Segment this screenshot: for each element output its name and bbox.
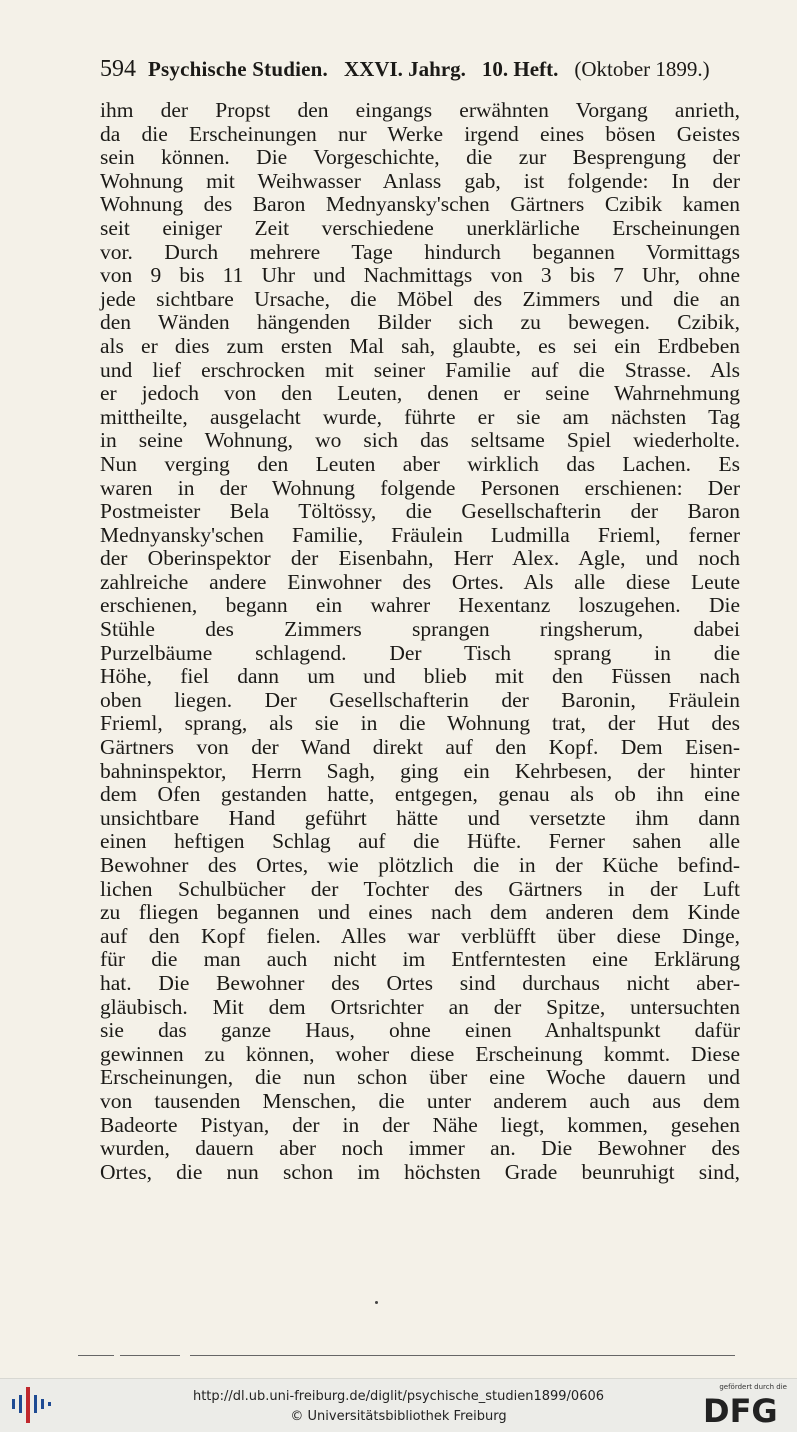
text-line: von tausenden Menschen, die unter anderem auch aus dem (100, 1088, 740, 1113)
text-line: jede sichtbare Ursache, die Möbel des Zimmers und die an (100, 286, 740, 311)
page-bottom-rule (120, 1355, 180, 1356)
journal-issue: 10. Heft. (481, 57, 559, 81)
text-line: ihm der Propst den eingangs erwähnten Vorgang anrieth, (100, 98, 740, 122)
text-line: Wohnung mit Weihwasser Anlass gab, ist folgende: In der (100, 168, 740, 193)
text-line: hat. Die Bewohner des Ortes sind durchaus nicht aber- (100, 970, 740, 995)
viewer-footer (0, 1378, 797, 1432)
text-line: zu fliegen begannen und eines nach dem anderen dem Kinde (100, 900, 740, 925)
text-line: lichen Schulbücher der Tochter des Gärtners in der Luft (100, 876, 740, 901)
text-line: auf den Kopf fielen. Alles war verblüfft über diese Dinge, (100, 923, 740, 948)
text-line: Gärtners von der Wand direkt auf den Kopf. Dem Eisen- (100, 735, 740, 760)
text-line: zahlreiche andere Einwohner des Ortes. Als alle diese Leute (100, 569, 740, 594)
text-line: Badeorte Pistyan, der in der Nähe liegt, kommen, gesehen (100, 1112, 740, 1137)
text-line: wurden, dauern aber noch immer an. Die Bewohner des (100, 1136, 740, 1161)
text-line: Wohnung des Baron Mednyansky'schen Gärtners Czibik kamen (100, 192, 740, 217)
text-line: oben liegen. Der Gesellschafterin der Baronin, Fräulein (100, 687, 740, 712)
source-url-link[interactable]: http://dl.ub.uni-freiburg.de/diglit/psychische_studien1899/0606 (192, 1389, 605, 1404)
text-line: Stühle des Zimmers sprangen ringsherum, dabei (100, 617, 740, 642)
journal-title: Psychische Studien. (148, 57, 328, 81)
text-line: gläubisch. Mit dem Ortsrichter an der Spitze, untersuchten (100, 994, 740, 1019)
text-line: seit einiger Zeit verschiedene unerklärliche Erscheinungen (100, 215, 740, 240)
text-line: einen heftigen Schlag auf die Hüfte. Ferner sahen alle (100, 829, 740, 854)
text-line: unsichtbare Hand geführt hätte und versetzte ihm dann (100, 805, 740, 830)
dfg-logo-text: DFG (703, 1392, 778, 1426)
journal-year: XXVI. Jahrg. (344, 57, 466, 81)
text-line: er jedoch von den Leuten, denen er seine Wahrnehmung (100, 381, 740, 406)
text-line: waren in der Wohnung folgende Personen erschienen: Der (100, 475, 740, 500)
journal-date: (Oktober 1899.) (574, 57, 710, 81)
funding-caption: gefördert durch die (719, 1383, 787, 1391)
text-line: vor. Durch mehrere Tage hindurch begannen Vormittags (100, 239, 740, 264)
text-line: für die man auch nicht im Entferntesten eine Erklärung (100, 947, 740, 972)
page-bottom-rule (190, 1355, 735, 1356)
running-header (100, 54, 740, 84)
text-line: den Wänden hängenden Bilder sich zu bewegen. Czibik, (100, 310, 740, 335)
body-text (100, 99, 740, 1184)
text-line: erschienen, begann ein wahrer Hexentanz loszugehen. Die (100, 593, 740, 618)
text-line: Mednyansky'schen Familie, Fräulein Ludmilla Frieml, ferner (100, 522, 740, 547)
text-line: da die Erscheinungen nur Werke irgend eines bösen Geistes (100, 121, 740, 146)
dfg-logo-icon (703, 1392, 787, 1426)
text-line: Postmeister Bela Töltössy, die Gesellschafterin der Baron (100, 499, 740, 524)
text-line: als er dies zum ersten Mal sah, glaubte, es sei ein Erdbeben (100, 333, 740, 358)
page-bottom-rule (78, 1355, 114, 1356)
text-line: von 9 bis 11 Uhr und Nachmittags von 3 bis 7 Uhr, ohne (100, 263, 740, 288)
text-line: sie das ganze Haus, ohne einen Anhaltspunkt dafür (100, 1018, 740, 1043)
text-line: Purzelbäume schlagend. Der Tisch sprang in die (100, 640, 740, 665)
text-line: Nun verging den Leuten aber wirklich das Lachen. Es (100, 451, 740, 476)
text-line: und lief erschrocken mit seiner Familie auf die Strasse. Als (100, 357, 740, 382)
text-line: Bewohner des Ortes, wie plötzlich die in der Küche befind- (100, 853, 740, 877)
page-number: 594 (100, 56, 136, 82)
text-line: dem Ofen gestanden hatte, entgegen, genau als ob ihn eine (100, 782, 740, 807)
text-line: gewinnen zu können, woher diese Erscheinung kommt. Diese (100, 1041, 740, 1066)
text-line: Höhe, fiel dann um und blieb mit den Füssen nach (100, 664, 740, 689)
text-line: in seine Wohnung, wo sich das seltsame Spiel wiederholte. (100, 428, 740, 453)
text-line: bahninspektor, Herrn Sagh, ging ein Kehrbesen, der hinter (100, 758, 740, 783)
text-line: Ortes, die nun schon im höchsten Grade beunruhigt sind, (100, 1159, 740, 1184)
text-line: mittheilte, ausgelacht wurde, führte er sie am nächsten Tag (100, 404, 740, 429)
copyright-notice: © Universitätsbibliothek Freiburg (290, 1409, 507, 1424)
text-line: Erscheinungen, die nun schon über eine Woche dauern und (100, 1065, 740, 1090)
text-line: Frieml, sprang, als sie in die Wohnung trat, der Hut des (100, 711, 740, 736)
ink-speck (375, 1301, 378, 1304)
text-line: sein können. Die Vorgeschichte, die zur Besprengung der (100, 145, 740, 170)
text-line: der Oberinspektor der Eisenbahn, Herr Alex. Agle, und noch (100, 546, 740, 571)
